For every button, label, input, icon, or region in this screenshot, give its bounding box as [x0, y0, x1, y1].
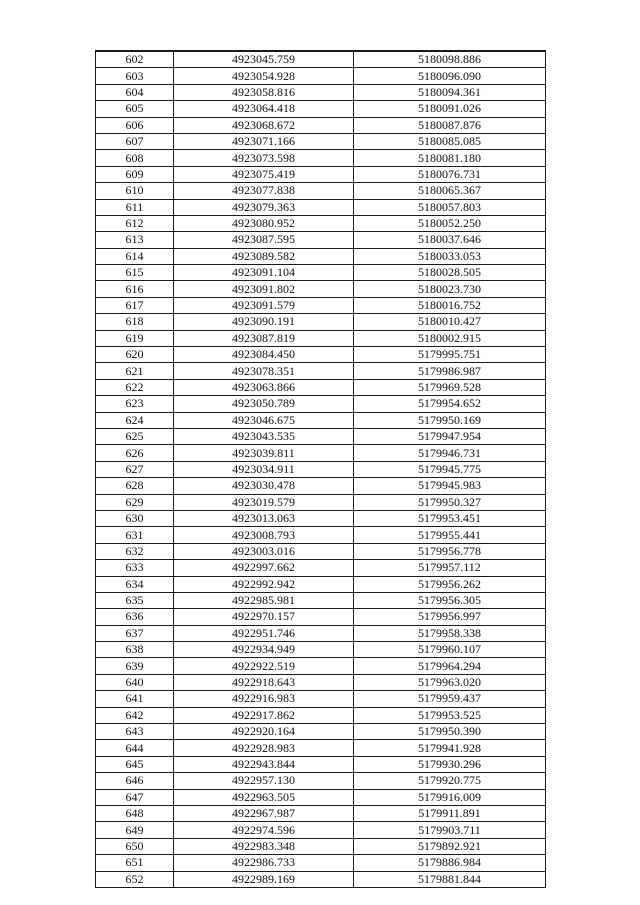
point-number-cell: 606	[96, 117, 174, 133]
point-number-cell: 625	[96, 428, 174, 444]
x-coordinate-cell: 4923077.838	[174, 183, 354, 199]
x-coordinate-cell: 4923078.351	[174, 363, 354, 379]
point-number-cell: 610	[96, 183, 174, 199]
point-number-cell: 644	[96, 740, 174, 756]
point-number-cell: 609	[96, 166, 174, 182]
x-coordinate-cell: 4922985.981	[174, 592, 354, 608]
x-coordinate-cell: 4923043.535	[174, 428, 354, 444]
y-coordinate-cell: 5179946.731	[354, 445, 546, 461]
x-coordinate-cell: 4923068.672	[174, 117, 354, 133]
table-row	[96, 117, 546, 133]
point-number-cell: 628	[96, 478, 174, 494]
point-number-cell: 637	[96, 625, 174, 641]
y-coordinate-cell: 5180037.646	[354, 232, 546, 248]
table-row	[96, 560, 546, 576]
x-coordinate-cell: 4922928.983	[174, 740, 354, 756]
point-number-cell: 629	[96, 494, 174, 510]
table-row	[96, 494, 546, 510]
y-coordinate-cell: 5180065.367	[354, 183, 546, 199]
x-coordinate-cell: 4922989.169	[174, 871, 354, 887]
y-coordinate-cell: 5180028.505	[354, 265, 546, 281]
x-coordinate-cell: 4923058.816	[174, 84, 354, 100]
y-coordinate-cell: 5179903.711	[354, 822, 546, 838]
point-number-cell: 650	[96, 838, 174, 854]
x-coordinate-cell: 4922997.662	[174, 560, 354, 576]
point-number-cell: 613	[96, 232, 174, 248]
table-row	[96, 133, 546, 149]
table-row	[96, 871, 546, 887]
table-row	[96, 166, 546, 182]
table-row	[96, 150, 546, 166]
x-coordinate-cell: 4923063.866	[174, 379, 354, 395]
x-coordinate-cell: 4922970.157	[174, 609, 354, 625]
table-row	[96, 232, 546, 248]
x-coordinate-cell: 4923039.811	[174, 445, 354, 461]
y-coordinate-cell: 5179960.107	[354, 642, 546, 658]
x-coordinate-cell: 4922918.643	[174, 674, 354, 690]
table-row	[96, 707, 546, 723]
y-coordinate-cell: 5179941.928	[354, 740, 546, 756]
x-coordinate-cell: 4923054.928	[174, 68, 354, 84]
y-coordinate-cell: 5180057.803	[354, 199, 546, 215]
x-coordinate-cell: 4923034.911	[174, 461, 354, 477]
point-number-cell: 651	[96, 855, 174, 871]
point-number-cell: 621	[96, 363, 174, 379]
table-row	[96, 265, 546, 281]
y-coordinate-cell: 5179964.294	[354, 658, 546, 674]
point-number-cell: 633	[96, 560, 174, 576]
y-coordinate-cell: 5179945.775	[354, 461, 546, 477]
point-number-cell: 638	[96, 642, 174, 658]
point-number-cell: 645	[96, 756, 174, 772]
y-coordinate-cell: 5179920.775	[354, 773, 546, 789]
x-coordinate-cell: 4923091.104	[174, 265, 354, 281]
x-coordinate-cell: 4923008.793	[174, 527, 354, 543]
x-coordinate-cell: 4922974.596	[174, 822, 354, 838]
x-coordinate-cell: 4923050.789	[174, 396, 354, 412]
x-coordinate-cell: 4922922.519	[174, 658, 354, 674]
y-coordinate-cell: 5179969.528	[354, 379, 546, 395]
y-coordinate-cell: 5179947.954	[354, 428, 546, 444]
x-coordinate-cell: 4923089.582	[174, 248, 354, 264]
y-coordinate-cell: 5179945.983	[354, 478, 546, 494]
x-coordinate-cell: 4922963.505	[174, 789, 354, 805]
table-row	[96, 724, 546, 740]
y-coordinate-cell: 5179950.169	[354, 412, 546, 428]
point-number-cell: 618	[96, 314, 174, 330]
point-number-cell: 620	[96, 347, 174, 363]
point-number-cell: 630	[96, 510, 174, 526]
table-row	[96, 428, 546, 444]
y-coordinate-cell: 5179956.778	[354, 543, 546, 559]
x-coordinate-cell: 4923045.759	[174, 51, 354, 68]
x-coordinate-cell: 4923046.675	[174, 412, 354, 428]
table-row	[96, 396, 546, 412]
point-number-cell: 602	[96, 51, 174, 68]
point-number-cell: 615	[96, 265, 174, 281]
y-coordinate-cell: 5179930.296	[354, 756, 546, 772]
point-number-cell: 619	[96, 330, 174, 346]
point-number-cell: 639	[96, 658, 174, 674]
point-number-cell: 648	[96, 805, 174, 821]
y-coordinate-cell: 5180052.250	[354, 215, 546, 231]
y-coordinate-cell: 5180096.090	[354, 68, 546, 84]
y-coordinate-cell: 5179963.020	[354, 674, 546, 690]
x-coordinate-cell: 4923079.363	[174, 199, 354, 215]
table-row	[96, 822, 546, 838]
x-coordinate-cell: 4923080.952	[174, 215, 354, 231]
coordinates-table	[95, 50, 546, 888]
table-row	[96, 674, 546, 690]
table-row	[96, 68, 546, 84]
table-row	[96, 838, 546, 854]
y-coordinate-cell: 5180002.915	[354, 330, 546, 346]
point-number-cell: 614	[96, 248, 174, 264]
point-number-cell: 612	[96, 215, 174, 231]
y-coordinate-cell: 5179956.262	[354, 576, 546, 592]
table-row	[96, 330, 546, 346]
y-coordinate-cell: 5180023.730	[354, 281, 546, 297]
table-row	[96, 855, 546, 871]
y-coordinate-cell: 5179916.009	[354, 789, 546, 805]
y-coordinate-cell: 5179950.390	[354, 724, 546, 740]
table-row	[96, 609, 546, 625]
point-number-cell: 643	[96, 724, 174, 740]
y-coordinate-cell: 5179955.441	[354, 527, 546, 543]
y-coordinate-cell: 5179956.305	[354, 592, 546, 608]
point-number-cell: 631	[96, 527, 174, 543]
y-coordinate-cell: 5179954.652	[354, 396, 546, 412]
y-coordinate-cell: 5179881.844	[354, 871, 546, 887]
y-coordinate-cell: 5180094.361	[354, 84, 546, 100]
table-row	[96, 445, 546, 461]
table-row	[96, 773, 546, 789]
x-coordinate-cell: 4922957.130	[174, 773, 354, 789]
table-row	[96, 478, 546, 494]
table-row	[96, 281, 546, 297]
x-coordinate-cell: 4923087.819	[174, 330, 354, 346]
point-number-cell: 607	[96, 133, 174, 149]
point-number-cell: 641	[96, 691, 174, 707]
point-number-cell: 636	[96, 609, 174, 625]
point-number-cell: 623	[96, 396, 174, 412]
x-coordinate-cell: 4923090.191	[174, 314, 354, 330]
y-coordinate-cell: 5179986.987	[354, 363, 546, 379]
coordinates-table-body	[96, 51, 546, 887]
table-row	[96, 101, 546, 117]
table-row	[96, 543, 546, 559]
y-coordinate-cell: 5179886.984	[354, 855, 546, 871]
y-coordinate-cell: 5180076.731	[354, 166, 546, 182]
point-number-cell: 627	[96, 461, 174, 477]
y-coordinate-cell: 5179950.327	[354, 494, 546, 510]
y-coordinate-cell: 5180081.180	[354, 150, 546, 166]
point-number-cell: 622	[96, 379, 174, 395]
y-coordinate-cell: 5179957.112	[354, 560, 546, 576]
table-row	[96, 248, 546, 264]
x-coordinate-cell: 4923087.595	[174, 232, 354, 248]
table-row	[96, 347, 546, 363]
x-coordinate-cell: 4923013.063	[174, 510, 354, 526]
point-number-cell: 626	[96, 445, 174, 461]
x-coordinate-cell: 4922951.746	[174, 625, 354, 641]
table-row	[96, 691, 546, 707]
table-row	[96, 625, 546, 641]
y-coordinate-cell: 5180016.752	[354, 297, 546, 313]
x-coordinate-cell: 4923003.016	[174, 543, 354, 559]
table-row	[96, 461, 546, 477]
table-row	[96, 658, 546, 674]
x-coordinate-cell: 4922916.983	[174, 691, 354, 707]
point-number-cell: 604	[96, 84, 174, 100]
point-number-cell: 611	[96, 199, 174, 215]
point-number-cell: 632	[96, 543, 174, 559]
point-number-cell: 652	[96, 871, 174, 887]
x-coordinate-cell: 4923091.802	[174, 281, 354, 297]
x-coordinate-cell: 4923073.598	[174, 150, 354, 166]
x-coordinate-cell: 4923084.450	[174, 347, 354, 363]
point-number-cell: 608	[96, 150, 174, 166]
x-coordinate-cell: 4922992.942	[174, 576, 354, 592]
y-coordinate-cell: 5180010.427	[354, 314, 546, 330]
table-row	[96, 805, 546, 821]
table-row	[96, 183, 546, 199]
table-row	[96, 740, 546, 756]
y-coordinate-cell: 5179953.451	[354, 510, 546, 526]
table-row	[96, 363, 546, 379]
table-row	[96, 412, 546, 428]
table-row	[96, 199, 546, 215]
y-coordinate-cell: 5179956.997	[354, 609, 546, 625]
y-coordinate-cell: 5179995.751	[354, 347, 546, 363]
point-number-cell: 635	[96, 592, 174, 608]
x-coordinate-cell: 4922967.987	[174, 805, 354, 821]
x-coordinate-cell: 4923071.166	[174, 133, 354, 149]
x-coordinate-cell: 4923030.478	[174, 478, 354, 494]
point-number-cell: 647	[96, 789, 174, 805]
x-coordinate-cell: 4922943.844	[174, 756, 354, 772]
y-coordinate-cell: 5179958.338	[354, 625, 546, 641]
y-coordinate-cell: 5180085.085	[354, 133, 546, 149]
y-coordinate-cell: 5179911.891	[354, 805, 546, 821]
x-coordinate-cell: 4922983.348	[174, 838, 354, 854]
x-coordinate-cell: 4923019.579	[174, 494, 354, 510]
x-coordinate-cell: 4922920.164	[174, 724, 354, 740]
table-row	[96, 297, 546, 313]
table-row	[96, 314, 546, 330]
table-row	[96, 642, 546, 658]
table-row	[96, 756, 546, 772]
table-row	[96, 527, 546, 543]
point-number-cell: 616	[96, 281, 174, 297]
point-number-cell: 646	[96, 773, 174, 789]
table-row	[96, 510, 546, 526]
table-row	[96, 576, 546, 592]
table-row	[96, 592, 546, 608]
point-number-cell: 603	[96, 68, 174, 84]
x-coordinate-cell: 4922917.862	[174, 707, 354, 723]
point-number-cell: 640	[96, 674, 174, 690]
x-coordinate-cell: 4923075.419	[174, 166, 354, 182]
y-coordinate-cell: 5180087.876	[354, 117, 546, 133]
table-row	[96, 215, 546, 231]
y-coordinate-cell: 5179892.921	[354, 838, 546, 854]
x-coordinate-cell: 4922934.949	[174, 642, 354, 658]
table-row	[96, 51, 546, 68]
y-coordinate-cell: 5180033.053	[354, 248, 546, 264]
y-coordinate-cell: 5180091.026	[354, 101, 546, 117]
table-row	[96, 379, 546, 395]
point-number-cell: 649	[96, 822, 174, 838]
point-number-cell: 642	[96, 707, 174, 723]
table-row	[96, 84, 546, 100]
x-coordinate-cell: 4923091.579	[174, 297, 354, 313]
y-coordinate-cell: 5179953.525	[354, 707, 546, 723]
x-coordinate-cell: 4922986.733	[174, 855, 354, 871]
point-number-cell: 605	[96, 101, 174, 117]
point-number-cell: 624	[96, 412, 174, 428]
point-number-cell: 634	[96, 576, 174, 592]
y-coordinate-cell: 5179959.437	[354, 691, 546, 707]
y-coordinate-cell: 5180098.886	[354, 51, 546, 68]
point-number-cell: 617	[96, 297, 174, 313]
x-coordinate-cell: 4923064.418	[174, 101, 354, 117]
table-row	[96, 789, 546, 805]
